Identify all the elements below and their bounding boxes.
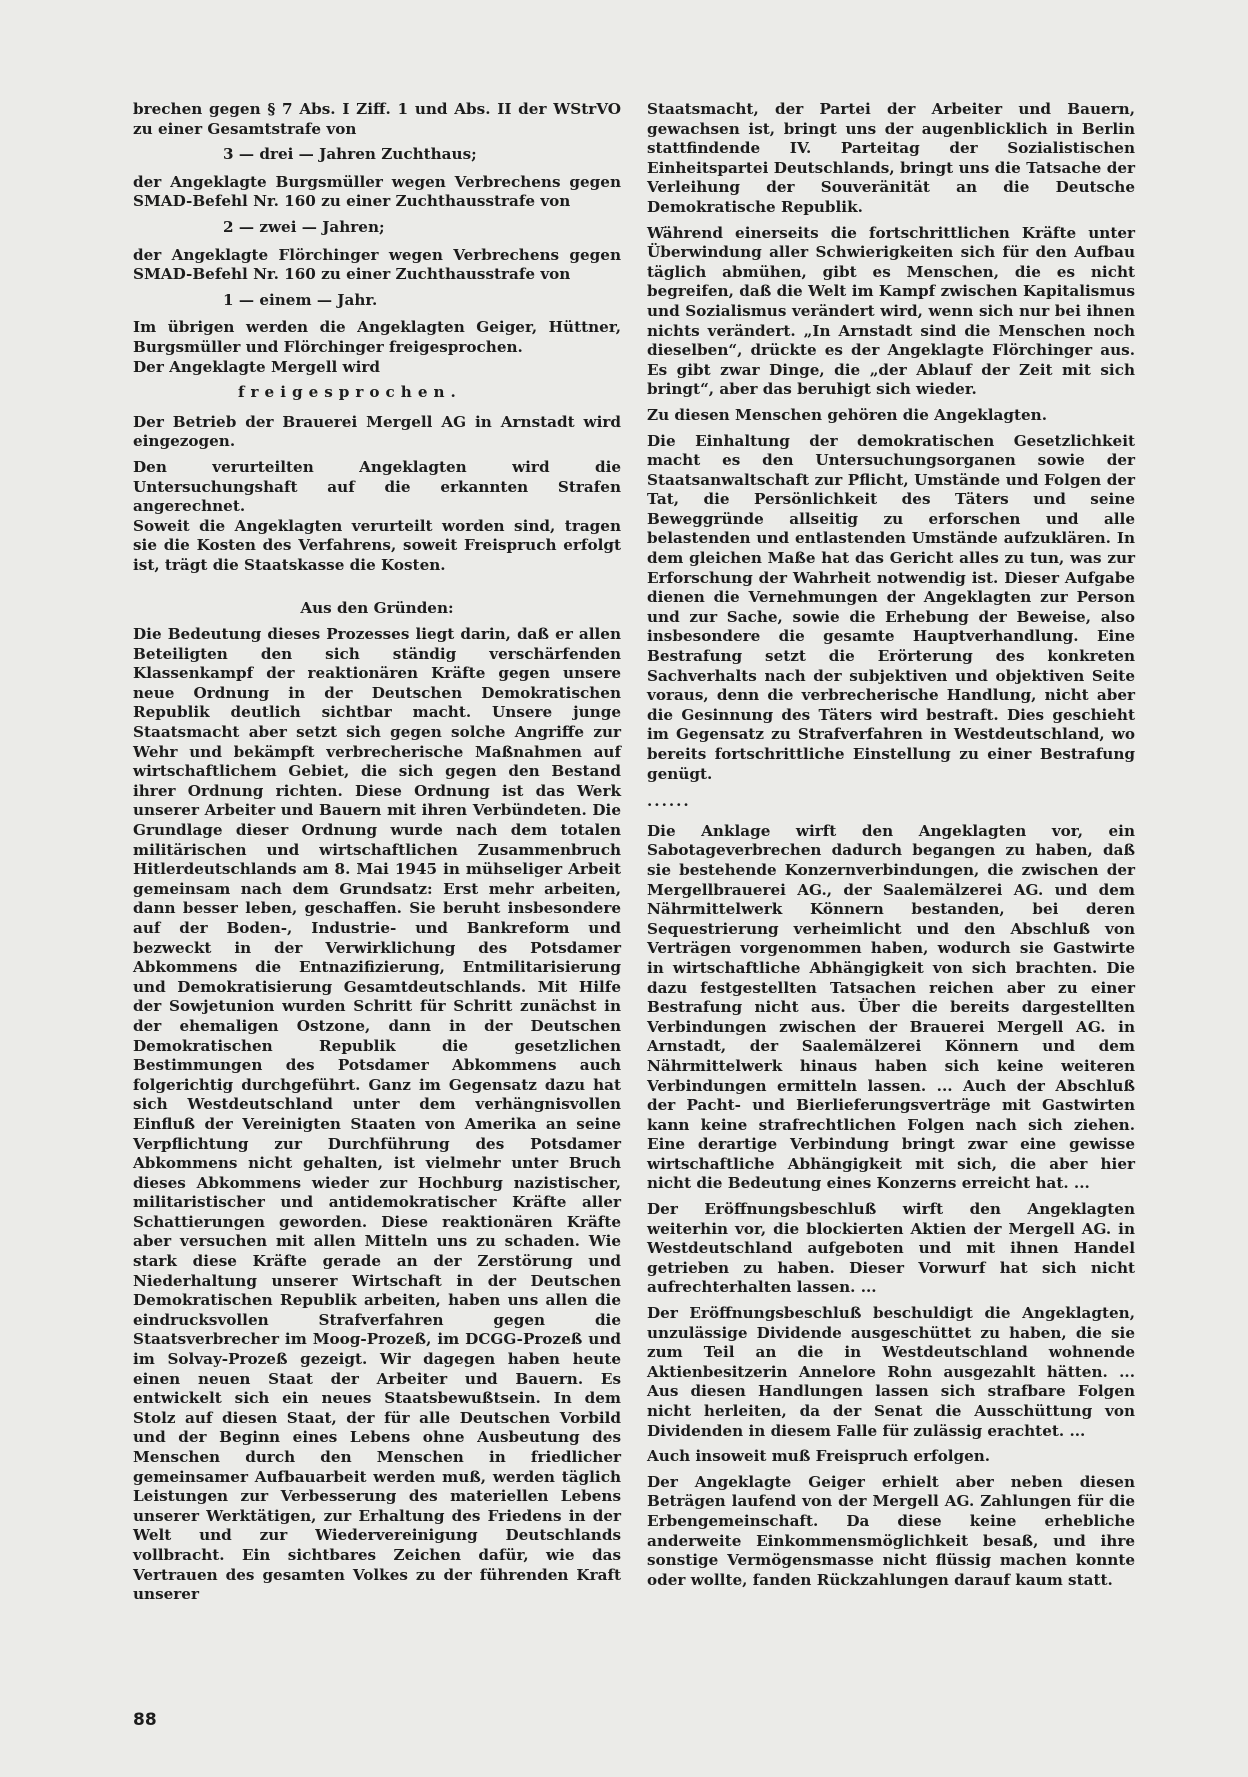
paragraph: Soweit die Angeklagten verurteilt worden sind, tragen sie die Kosten des Verfahrens, soweit Freispruch erfolgt ist, trägt die Staatskasse die Kosten. (133, 516, 621, 574)
paragraph: Der Betrieb der Brauerei Mergell AG in Arnstadt wird eingezogen. (133, 412, 621, 451)
paragraph: Die Bedeutung dieses Prozesses liegt darin, daß er allen Beteiligten den sich ständig verschärfenden Klassenkampf der reaktionären Kräfte gegen unsere neue Ordnung in der Deutschen Demokratischen Republik deutlich sichtbar macht. Unsere junge Staatsmacht aber setzt sich gegen solche Angriffe zur Wehr und bekämpft verbrecherische Maßnahmen auf wirtschaftlichem Gebiet, die sich gegen den Bestand ihrer Ordnung richten. Diese Ordnung ist das Werk unserer Arbeiter und Bauern mit ihren Verbündeten. Die Grundlage dieser Ordnung wurde nach dem totalen militärischen und wirtschaftlichen Zusammenbruch Hitlerdeutschlands am 8. Mai 1945 in mühseliger Arbeit gemeinsam nach dem Grundsatz: Erst mehr arbeiten, dann besser leben, geschaffen. Sie beruht insbesondere auf der Boden-, Industrie- und Bankreform und bezweckt in der Verwirklichung des Potsdamer Abkommens die Entnazifizierung, Entmilitarisierung und Demokratisierung Gesamtdeutschlands. Mit Hilfe der Sowjetunion wurden Schritt für Schritt zunächst in der ehemaligen Ostzone, dann in der Deutschen Demokratischen Republik die gesetzlichen Bestimmungen des Potsdamer Abkommens auch folgerichtig durchgeführt. Ganz im Gegensatz dazu hat sich Westdeutschland unter dem verhängnisvollen Einfluß der Vereinigten Staaten von Amerika an seine Verpflichtung zur Durchführung des Potsdamer Abkommens nicht gehalten, ist vielmehr unter Bruch dieses Abkommens wieder zur Hochburg nazistischer, militaristischer und antidemokratischer Kräfte aller Schattierungen geworden. Diese reaktionären Kräfte aber versuchen mit allen Mitteln uns zu schaden. Wie stark diese Kräfte gerade an der Zerstörung und Niederhaltung unserer Wirtschaft in der Deutschen Demokratischen Republik arbeiten, haben uns allen die eindrucksvollen Strafverfahren gegen die Staatsverbrecher im Moog-Prozeß, im DCGG-Prozeß und im Solvay-Prozeß gezeigt. Wir dagegen haben heute einen neuen Staat der Arbeiter und Bauern. Es entwickelt sich ein neues Staatsbewußtsein. In dem Stolz auf diesen Staat, der für alle Deutschen Vorbild und der Beginn eines Lebens ohne Ausbeutung des Menschen durch den Menschen in friedlicher gemeinsamer Aufbauarbeit werden muß, werden täglich Leistungen zur Verbesserung des materiellen Lebens unserer Werktätigen, zur Erhaltung des Friedens in der Welt und zur Wiedervereinigung Deutschlands vollbracht. Ein sichtbares Zeichen dafür, wie das Vertrauen des gesamten Volkes zu der führenden Kraft unserer (133, 625, 621, 1604)
paragraph: Der Angeklagte Mergell wird (133, 357, 380, 376)
paragraph: Während einerseits die fortschrittlichen Kräfte unter Überwindung aller Schwierigkeiten sich für den Aufbau täglich abmühen, gibt es Menschen, die es nicht begreifen, daß die Welt im Kampf zwischen Kapitalismus und Sozialismus verändert wird, wenn sich nur bei ihnen nichts verändert. „In Arnstadt sind die Menschen noch dieselben“, drückte es der Angeklagte Flörchinger aus. Es gibt zwar Dinge, die „der Ablauf der Zeit mit sich bringt“, aber das beruhigt sich wieder. (647, 223, 1135, 399)
paragraph: Die Einhaltung der demokratischen Gesetzlichkeit macht es den Untersuchungsorganen sowie der Staatsanwaltschaft zur Pflicht, Umstände und Folgen der Tat, die Persönlichkeit des Täters und seine Beweggründe allseitig zu erforschen und alle belastenden und entlastenden Umstände aufzuklären. In dem gleichen Maße hat das Gericht alles zu tun, was zur Erforschung der Wahrheit notwendig ist. Dieser Aufgabe dienen die Vernehmungen der Angeklagten zur Person und zur Sache, sowie die Erhebung der Beweise, also insbesondere die gesamte Hauptverhandlung. Eine Bestrafung setzt die Erörterung des konkreten Sachverhalts nach der subjektiven und objektiven Seite voraus, denn die verbrecherische Handlung, nicht aber die Gesinnung des Täters wird bestraft. Dies geschieht im Gegensatz zu Strafverfahren in Westdeutschland, wo bereits fortschrittliche Einstellung zu einer Bestrafung genügt. (647, 431, 1135, 783)
paragraph: Auch insoweit muß Freispruch erfolgen. (647, 1447, 991, 1466)
paragraph: Die Anklage wirft den Angeklagten vor, ein Sabotageverbrechen dadurch begangen zu haben, daß sie bestehende Konzernverbindungen, die zwischen der Mergellbrauerei AG., der Saalemälzerei AG. und dem Nährmittelwerk Könnern bestanden, bei deren Sequestrierung verheimlicht und den Abschluß von Verträgen vorgenommen haben, wodurch sie Gastwirte in wirtschaftliche Abhängigkeit von sich brachten. Die dazu festgestellten Tatsachen reichen aber zu einer Bestrafung nicht aus. Über die bereits dargestellten Verbindungen zwischen der Brauerei Mergell AG. in Arnstadt, der Saalemälzerei Könnern und dem Nährmittelwerk hinaus haben sich keine weiteren Verbindungen ermitteln lassen. ... Auch der Abschluß der Pacht- und Bierlieferungsverträge mit Gastwirten kann keine strafrechtlichen Folgen nach sich ziehen. Eine derartige Verbindung bringt zwar eine gewisse wirtschaftliche Abhängigkeit mit sich, die aber hier nicht die Bedeutung eines Konzerns erreicht hat. ... (647, 821, 1135, 1193)
page-number: 88 (133, 1710, 157, 1730)
paragraph: der Angeklagte Burgsmüller wegen Verbrechens gegen SMAD-Befehl Nr. 160 zu einer Zuchthausstrafe von (133, 172, 621, 211)
sentence-line: 1 — einem — Jahr. (223, 290, 378, 309)
paragraph: Staatsmacht, der Partei der Arbeiter und Bauern, gewachsen ist, bringt uns der augenblicklich in Berlin stattfindende IV. Parteitag der Sozialistischen Einheitspartei Deutschlands, bringt uns die Tatsache der Verleihung der Souveränität an die Deutsche Demokratische Republik. (647, 100, 1135, 216)
paragraph: Den verurteilten Angeklagten wird die Untersuchungshaft auf die erkannten Strafen angerechnet. (133, 457, 621, 516)
paragraph: Der Eröffnungsbeschluß wirft den Angeklagten weiterhin vor, die blockierten Aktien der Mergell AG. in Westdeutschland aufgeboten und mit ihnen Handel getrieben zu haben. Dieser Vorwurf hat sich nicht aufrechterhalten lassen. ... (647, 1200, 1135, 1297)
sentence-line: 3 — drei — Jahren Zuchthaus; (223, 145, 477, 164)
ellipsis-line: ...... (647, 792, 691, 811)
right-column (647, 100, 1135, 1596)
left-column (133, 100, 621, 1611)
paragraph: Der Eröffnungsbeschluß beschuldigt die Angeklagten, unzulässige Dividende ausgeschüttet zu haben, die sie zum Teil an die in Westdeutschland wohnende Aktienbesitzerin Annelore Rohn ausgezahlt hätten. ... Aus diesen Handlungen lassen sich strafbare Folgen nicht herleiten, da der Senat die Ausschüttung von Dividenden in diesem Falle für zulässig erachtet. ... (647, 1304, 1135, 1440)
paragraph: Im übrigen werden die Angeklagten Geiger, Hüttner, Burgsmüller und Flörchinger freigesprochen. (133, 318, 621, 356)
sentence-line-spaced: freigesprochen. (238, 383, 462, 402)
sentence-line: 2 — zwei — Jahren; (223, 217, 385, 236)
paragraph: Der Angeklagte Geiger erhielt aber neben diesen Beträgen laufend von der Mergell AG. Zahlungen für die Erbengemeinschaft. Da diese keine erhebliche anderweite Einkommensmöglichkeit besaß, und ihre sonstige Vermögensmasse nicht flüssig machen konnte oder wollte, fanden Rückzahlungen darauf kaum statt. (647, 1472, 1135, 1589)
section-heading: Aus den Gründen: (300, 599, 454, 618)
paragraph: der Angeklagte Flörchinger wegen Verbrechens gegen SMAD-Befehl Nr. 160 zu einer Zuchthausstrafe von (133, 245, 621, 284)
paragraph: brechen gegen § 7 Abs. I Ziff. 1 und Abs. II der WStrVO zu einer Gesamtstrafe von (133, 100, 621, 138)
paragraph: Zu diesen Menschen gehören die Angeklagten. (647, 405, 1048, 424)
